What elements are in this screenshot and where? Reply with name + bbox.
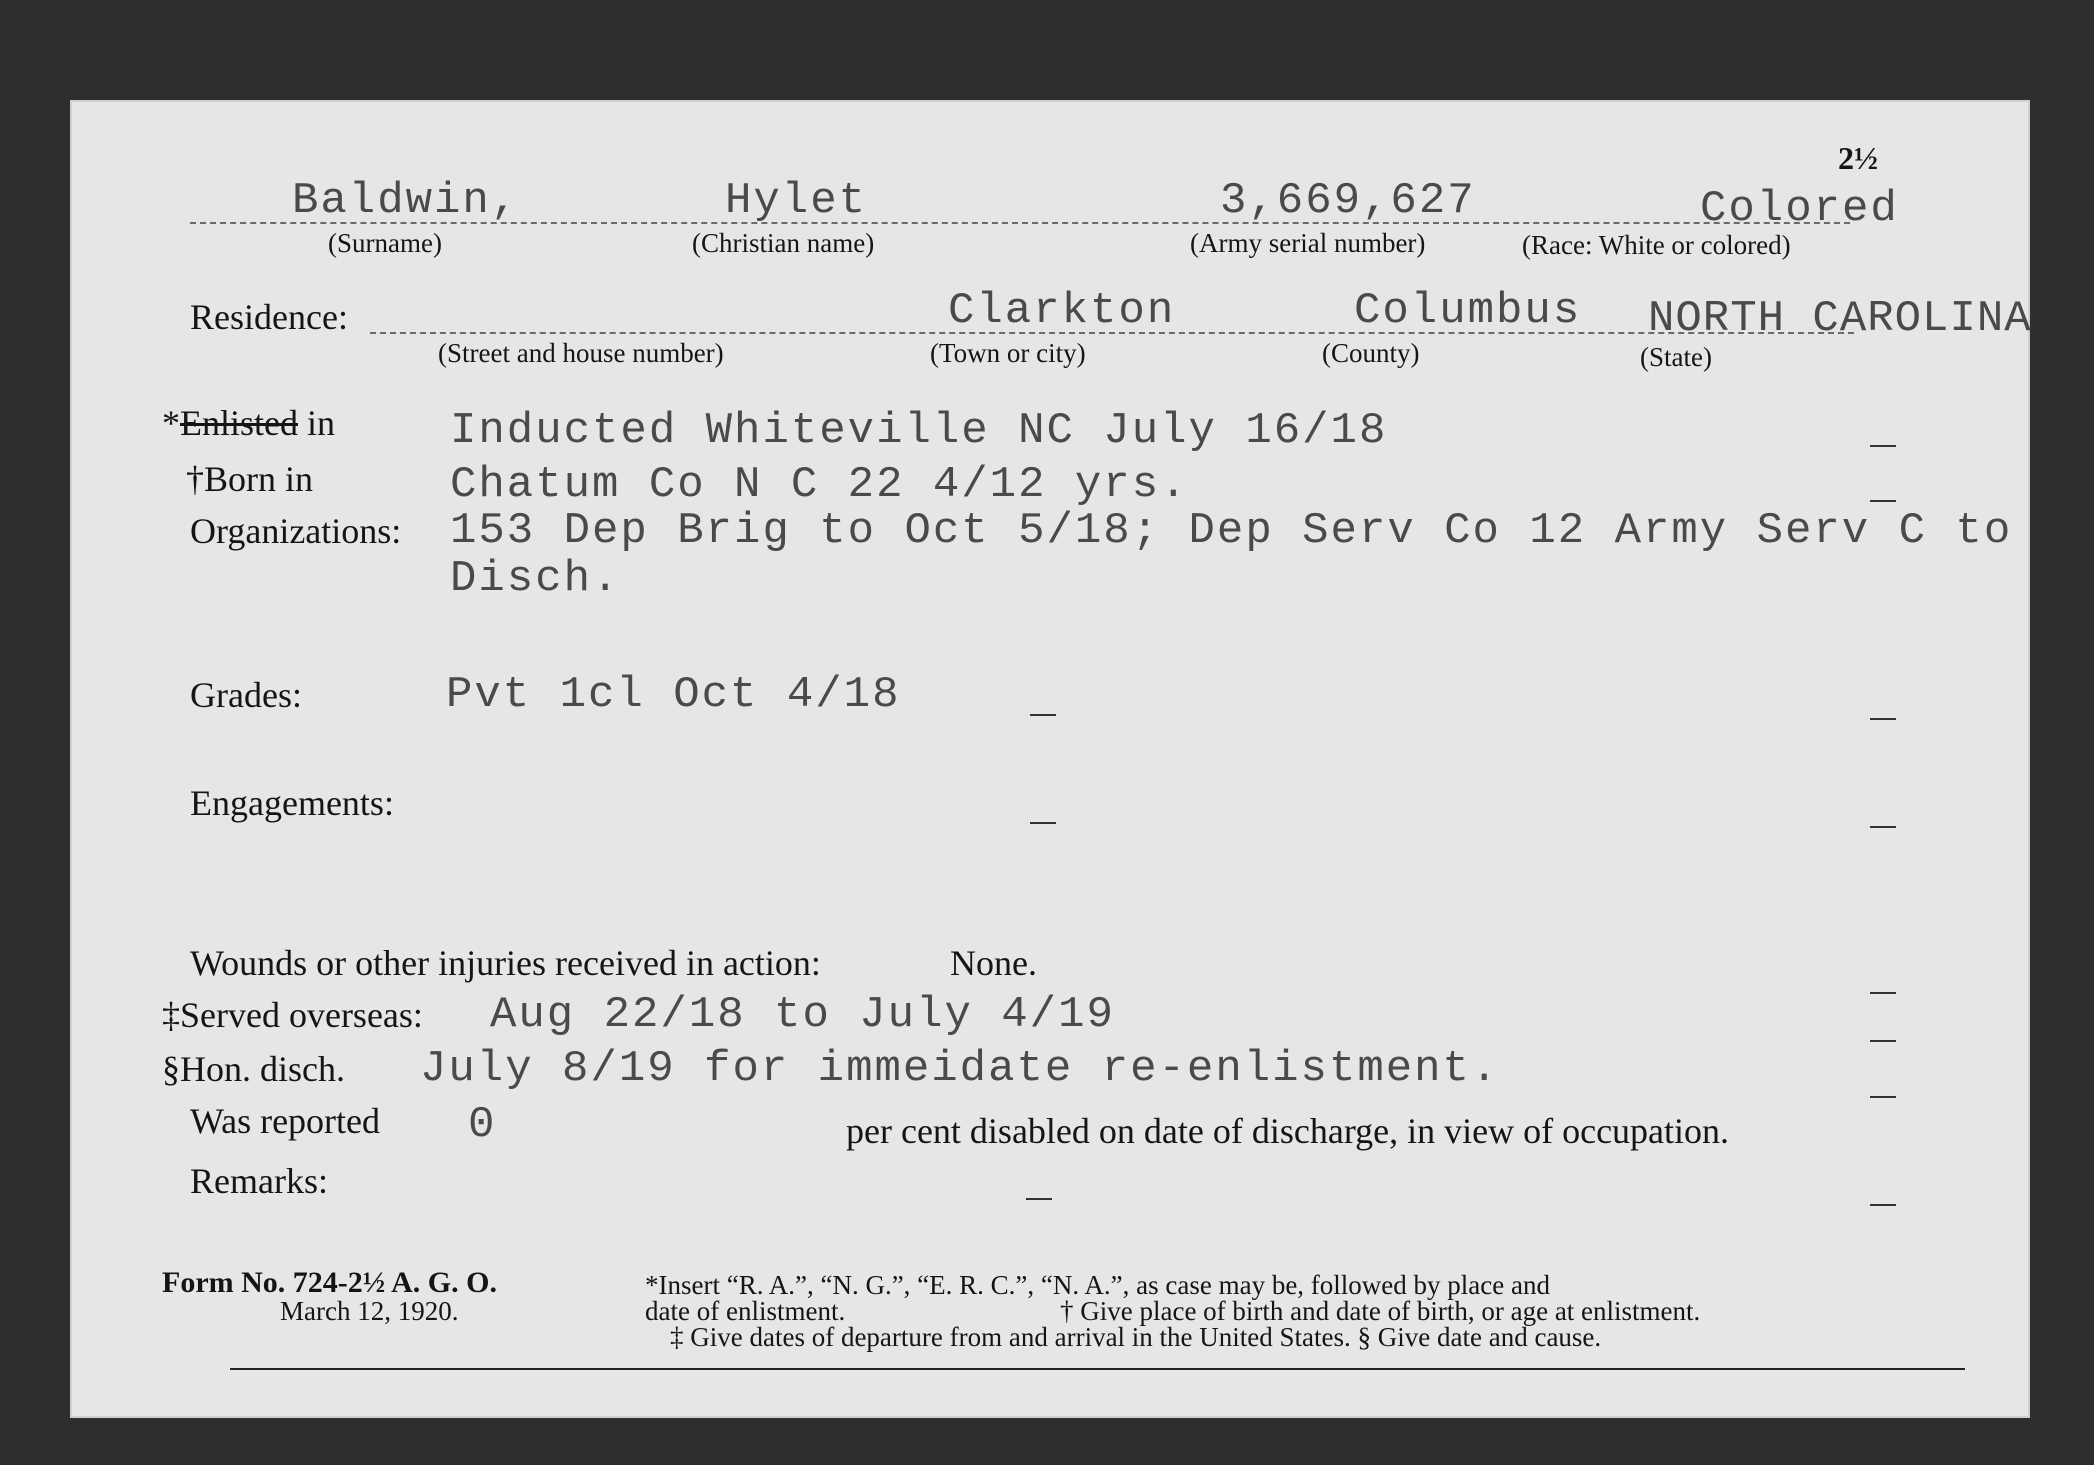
wounds-label: Wounds or other injuries received in action:: [190, 943, 821, 983]
town-caption: (Town or city): [930, 338, 1086, 368]
organizations-label: Organizations:: [190, 511, 402, 551]
disability-statement: per cent disabled on date of discharge, in view of occupation.: [846, 1111, 1730, 1151]
enlisted-struck-word: Enlisted: [180, 403, 298, 443]
form-date: March 12, 1920.: [280, 1296, 459, 1326]
christian-name-caption: (Christian name): [692, 228, 875, 258]
enlisted-value: Inducted Whiteville NC July 16/18: [450, 406, 1388, 456]
born-label: †Born in: [186, 459, 314, 499]
form-number: Form No. 724-2½ A. G. O.: [162, 1266, 497, 1299]
christian-name-value: Hylet: [725, 176, 868, 226]
remarks-end-mark: [1870, 1204, 1896, 1206]
street-caption: (Street and house number): [438, 338, 724, 368]
overseas-end-mark-2: [1870, 1040, 1896, 1042]
organizations-value-line-1: 153 Dep Brig to Oct 5/18; Dep Serv Co 12 Army Serv C to: [450, 506, 2013, 556]
disability-percent-value: 0: [468, 1100, 497, 1150]
county-caption: (County): [1322, 338, 1420, 368]
state-caption: (State): [1640, 342, 1712, 372]
grades-mid-mark: [1030, 714, 1056, 716]
footnote-enlisted: *Insert “R. A.”, “N. G.”, “E. R. C.”, “N. A.”, as case may be, followed by place and: [645, 1270, 1550, 1300]
engagements-mid-mark: [1030, 822, 1056, 824]
enlisted-suffix: in: [297, 403, 335, 443]
hon-disch-end-mark: [1870, 1096, 1896, 1098]
overseas-end-mark-1: [1870, 992, 1896, 994]
surname-value: Baldwin,: [292, 176, 520, 226]
remarks-label: Remarks:: [190, 1161, 328, 1201]
hon-disch-value: July 8/19 for immeidate re-enlistment.: [420, 1044, 1500, 1094]
grades-end-mark: [1870, 718, 1896, 720]
enlisted-label: [162, 402, 335, 444]
race-caption: (Race: White or colored): [1522, 230, 1791, 260]
footnote-born: † Give place of birth and date of birth, or age at enlistment.: [1060, 1296, 1701, 1326]
hon-disch-label: §Hon. disch.: [162, 1049, 345, 1089]
footnote-enlisted-cont: date of enlistment.: [645, 1296, 846, 1326]
county-value: Columbus: [1354, 286, 1582, 336]
residence-label: Residence:: [190, 297, 348, 337]
card-number: 2½: [1838, 140, 1878, 176]
wounds-value: None.: [950, 943, 1037, 983]
serial-number-value: 3,669,627: [1220, 176, 1476, 226]
state-value: NORTH CAROLINA: [1648, 294, 2032, 344]
town-value: Clarkton: [948, 286, 1176, 336]
remarks-mid-mark: [1026, 1198, 1052, 1200]
served-overseas-label: ‡Served overseas:: [162, 995, 423, 1035]
record-card: [70, 100, 2030, 1418]
born-value: Chatum Co N C 22 4/12 yrs.: [450, 460, 1189, 510]
grades-value: Pvt 1cl Oct 4/18: [446, 670, 901, 720]
surname-caption: (Surname): [328, 228, 442, 258]
footnote-overseas-disch: ‡ Give dates of departure from and arrival in the United States. § Give date and cause.: [670, 1322, 1602, 1352]
born-end-mark: [1870, 500, 1896, 502]
grades-label: Grades:: [190, 675, 302, 715]
footer-rule: [230, 1368, 1965, 1370]
enlisted-end-mark: [1870, 445, 1896, 447]
organizations-value-line-2: Disch.: [450, 554, 621, 604]
was-reported-label: Was reported: [190, 1101, 381, 1141]
serial-number-caption: (Army serial number): [1190, 228, 1426, 258]
race-value: Colored: [1700, 184, 1899, 234]
enlisted-marker: *: [162, 403, 180, 443]
engagements-end-mark: [1870, 826, 1896, 828]
engagements-label: Engagements:: [190, 783, 394, 823]
served-overseas-value: Aug 22/18 to July 4/19: [490, 990, 1115, 1040]
